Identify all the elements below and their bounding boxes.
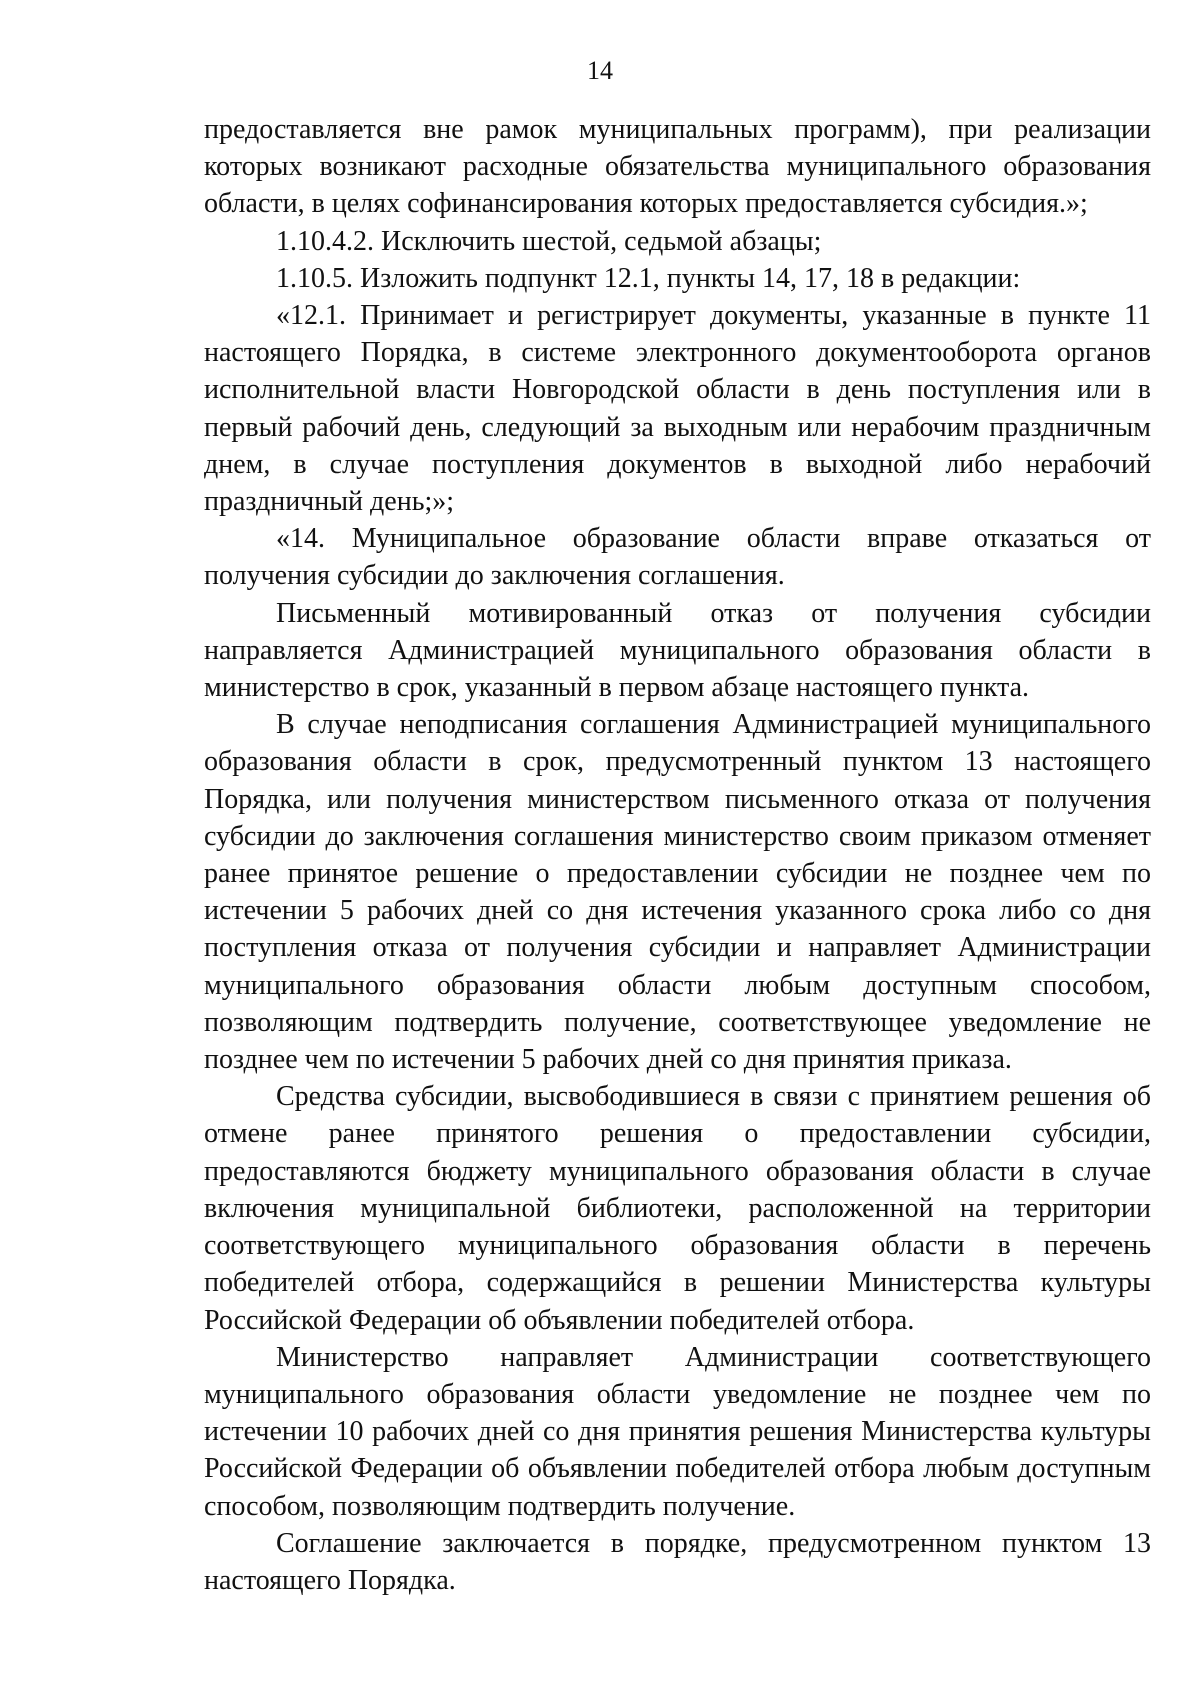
paragraph-ministry-notice: Министерство направляет Администрации соответствующего муниципального образования области уведомление не позднее чем по истечении 10 рабочих дней со дня принятия решения Министерства культуры Российской Федерации об объявлении победителей отбора любым доступным способом, позволяющим подтвердить получение.: [204, 1341, 1151, 1522]
paragraph-item-1-10-5: 1.10.5. Изложить подпункт 12.1, пункты 14, 17, 18 в редакции:: [276, 262, 1021, 294]
paragraph-released-funds: Средства субсидии, высвободившиеся в связи с принятием решения об отмене ранее принятого решения о предоставлении субсидии, предоставляются бюджету муниципального образования области в случае включения муниципальной библиотеки, расположенной на территории соответствующего муниципального образования области в перечень победителей отбора, содержащийся в решении Министерства культуры Российской Федерации об объявлении победителей отбора.: [204, 1081, 1151, 1336]
paragraph-non-signing: В случае неподписания соглашения Администрацией муниципального образования области в срок, предусмотренный пунктом 13 настоящего Порядка, или получения министерством письменного отказа от получения субсидии до заключения соглашения министерство своим приказом отменяет ранее принятое решение о предоставлении субсидии не позднее чем по истечении 5 рабочих дней со дня истечения указанного срока либо со дня поступления отказа от получения субсидии и направляет Администрации муниципального образования области любым доступным способом, позволяющим подтвердить получение, соответствующее уведомление не позднее чем по истечении 5 рабочих дней со дня принятия приказа.: [204, 709, 1151, 1076]
paragraph-agreement: Соглашение заключается в порядке, предусмотренном пунктом 13 настоящего Порядка.: [204, 1527, 1151, 1596]
document-body: [204, 111, 1151, 1599]
paragraph-continuation: предоставляется вне рамок муниципальных программ), при реализации которых возникают расходные обязательства муниципального образования области, в целях софинансирования которых предоставляется субсидия.»;: [204, 114, 1151, 220]
paragraph-item-1-10-4-2: 1.10.4.2. Исключить шестой, седьмой абзацы;: [276, 225, 822, 257]
paragraph-subitem-12-1: «12.1. Принимает и регистрирует документы, указанные в пункте 11 настоящего Порядка, в системе электронного документооборота органов исполнительной власти Новгородской области в день поступления или в первый рабочий день, следующий за выходным или нерабочим праздничным днем, в случае поступления документов в выходной либо нерабочий праздничный день;»;: [204, 300, 1151, 518]
page-number: 14: [587, 56, 613, 85]
paragraph-written-refusal: Письменный мотивированный отказ от получения субсидии направляется Администрацией муниципального образования области в министерство в срок, указанный в первом абзаце настоящего пункта.: [204, 597, 1151, 704]
paragraph-item-14: «14. Муниципальное образование области вправе отказаться от получения субсидии до заключения соглашения.: [204, 523, 1151, 592]
